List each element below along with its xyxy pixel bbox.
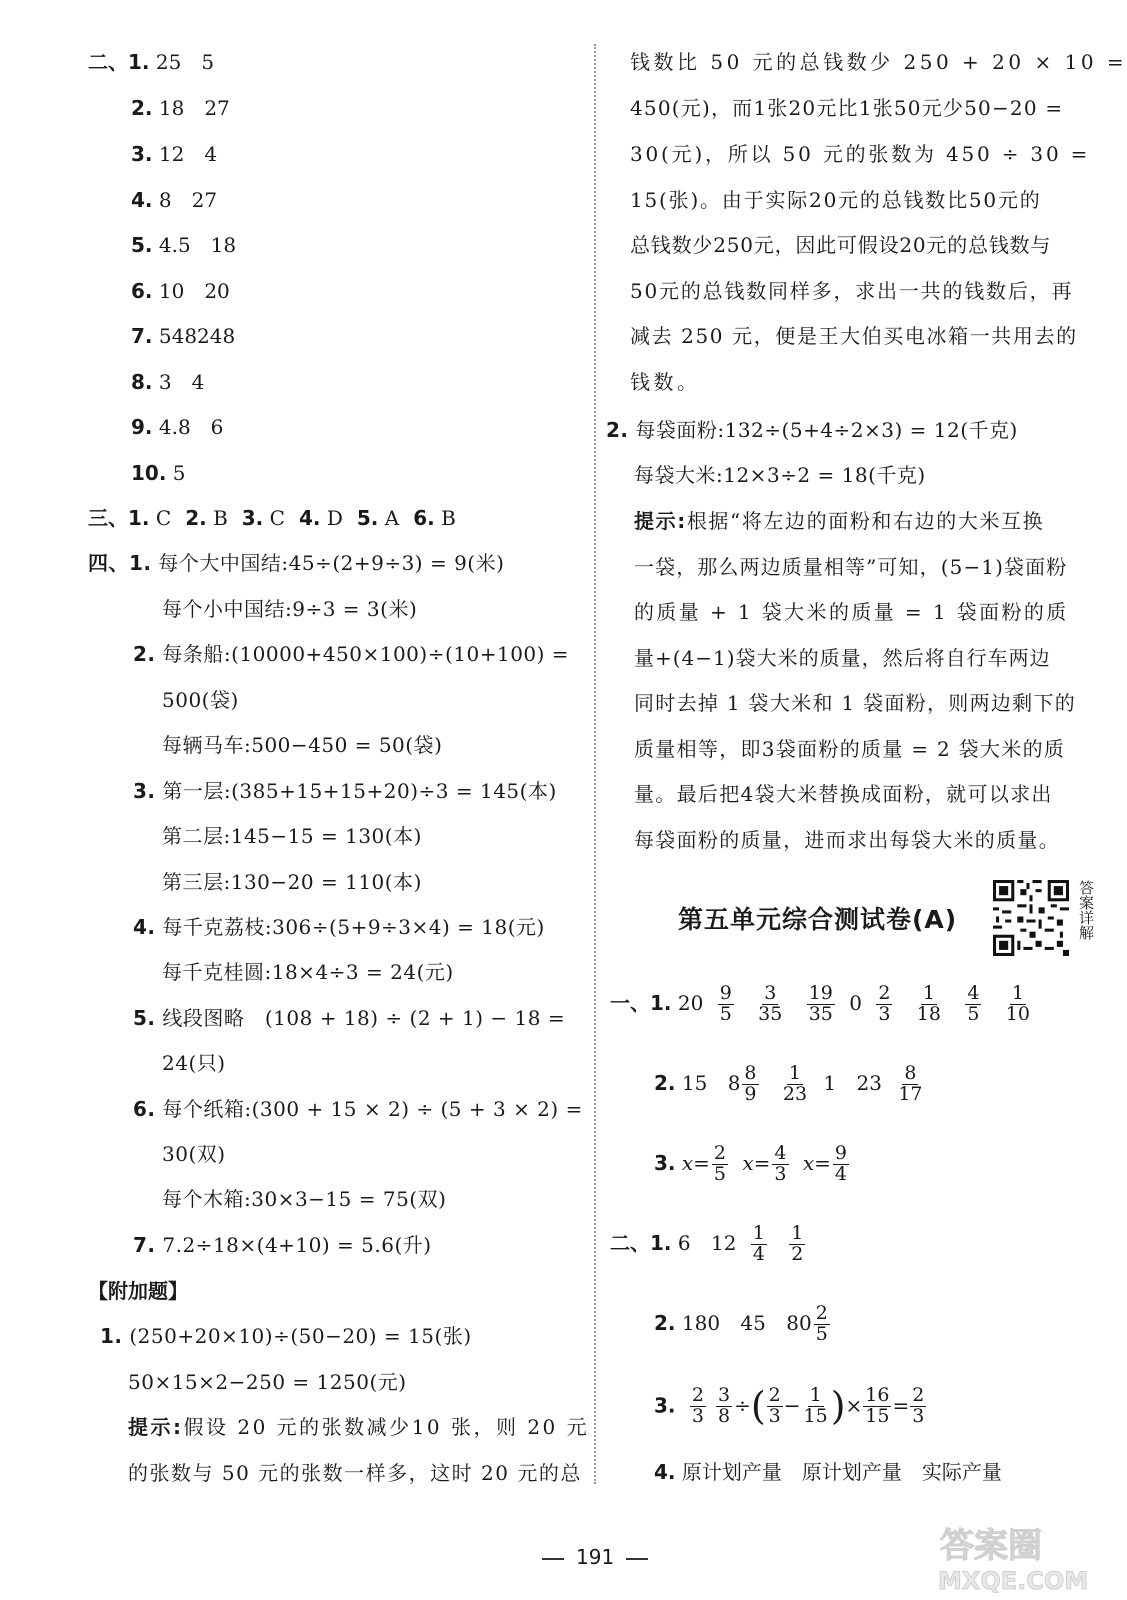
cont-line-8: 钱数。 [630, 370, 701, 394]
u5-s2-q2: 2. 180 45 80 $\frac{2}{5}$ [654, 1302, 828, 1345]
sec2-item-8: 8. 3 4 [131, 370, 205, 394]
q2-hint-line7: 量。最后把4袋大米替换成面粉，就可以求出 [634, 782, 1053, 806]
q2-hint-line1: 提示:根据“将左边的面粉和右边的大米互换 [634, 509, 1045, 533]
answer-text: 25 5 [155, 50, 215, 74]
watermark-logo [920, 1515, 1120, 1595]
fraction: $\frac{3}{8}$ [717, 1384, 731, 1428]
fraction: $\frac{1}{15}$ [803, 1384, 828, 1428]
cont-line-3: 30(元)，所以 50 元的张数为 450 ÷ 30 = [630, 142, 1091, 166]
cont-line-6: 50元的总钱数同样多，求出一共的钱数后，再 [630, 279, 1074, 303]
sec4-q3-line1: 3. 第一层:(385+15+15+20)÷3 = 145(本) [133, 779, 557, 803]
q2-hint-line8: 每袋面粉的质量，进而求出每袋大米的质量。 [634, 828, 1060, 852]
sec4-q2-line2: 500(袋) [162, 688, 239, 712]
hint-label: 提示: [634, 509, 687, 533]
sec4-q3-line2: 第二层:145−15 = 130(本) [162, 824, 422, 848]
sec3-answers: 三、1. C 2. B 3. C 4. D 5. A 6. B [88, 506, 456, 530]
fraction: $\frac{1}{23}$ [782, 1062, 808, 1105]
sec4-q1-line1: 四、1. 每个大中国结:45÷(2+9÷3) = 9(米) [88, 551, 505, 575]
fraction: $\frac{3}{35}$ [758, 982, 783, 1025]
fraction: $\frac{4}{5}$ [967, 982, 980, 1025]
sec4-q1-line2: 每个小中国结:9÷3 = 3(米) [162, 597, 418, 621]
sec4-q4-line2: 每千克桂圆:18×4÷3 = 24(元) [162, 960, 454, 984]
fraction: $\frac{8}{9}$ [744, 1062, 757, 1105]
q2-hint-line6: 质量相等，即3袋面粉的质量 = 2 袋大米的质 [634, 737, 1066, 761]
sec4-q5-line1: 5. 线段图略 (108 + 18) ÷ (2 + 1) − 18 = [133, 1006, 566, 1030]
cont-line-7: 减去 250 元，便是王大伯买电冰箱一共用去的 [630, 324, 1078, 348]
fraction: $\frac{1}{2}$ [791, 1222, 804, 1265]
extra-q1-line1: 1. (250+20×10)÷(50−20) = 15(张) [100, 1324, 472, 1348]
sec4-q7-line1: 7. 7.2÷18×(4+10) = 5.6(升) [133, 1233, 432, 1257]
fraction: $\frac{16}{15}$ [865, 1384, 890, 1428]
sec2-item-1: 二、1. 25 5 [88, 50, 215, 74]
u5-s2-q1: 二、1. 6 12 $\frac{1}{4}$ $\frac{1}{2}$ [610, 1222, 804, 1265]
sec2-item-3: 3. 12 4 [131, 142, 218, 166]
watermark-text-2: MXQE.COM [938, 1567, 1089, 1595]
sec2-item-2: 2. 18 27 [131, 96, 230, 120]
sec4-q4-line1: 4. 每千克荔枝:306÷(5+9÷3×4) = 18(元) [133, 915, 545, 939]
q2-hint-line3: 的质量 + 1 袋大米的质量 = 1 袋面粉的质 [634, 600, 1069, 624]
sec3-heading: 三、 [88, 506, 128, 530]
fraction: $\frac{19}{35}$ [808, 982, 833, 1025]
sec4-q5-line2: 24(只) [162, 1051, 226, 1075]
fraction: $\frac{4}{3}$ [774, 1142, 787, 1185]
q2-line1: 2. 每袋面粉:132÷(5+4÷2×3) = 12(千克) [606, 418, 1018, 442]
extra-hint-line2: 的张数与 50 元的张数一样多，这时 20 元的总 [128, 1461, 582, 1485]
sec2-item-9: 9. 4.8 6 [131, 415, 224, 439]
cont-line-1: 钱数比 50 元的总钱数少 250 + 20 × 10 = [630, 50, 1127, 74]
extra-hint-line1: 提示:假设 20 元的张数减少10 张，则 20 元 [128, 1415, 590, 1439]
watermark-text-1: 答案圈 [940, 1526, 1042, 1566]
q2-line2: 每袋大米:12×3÷2 = 18(千克) [634, 463, 926, 487]
u5-s2-q4: 4. 原计划产量 原计划产量 实际产量 [654, 1460, 1002, 1484]
fraction: $\frac{1}{4}$ [752, 1222, 765, 1265]
extra-heading: 【附加题】 [88, 1279, 188, 1303]
fraction: $\frac{2}{3}$ [912, 1384, 925, 1428]
page-number: 191 [530, 1545, 660, 1569]
u5-s1-q2: 2. 15 8 $\frac{8}{9}$ $\frac{1}{23}$ 1 23 $\frac{8}{17}$ [654, 1062, 923, 1105]
qr-code-icon[interactable] [993, 880, 1069, 956]
fraction: $\frac{1}{10}$ [1005, 982, 1030, 1025]
qr-label: 答案详解 [1077, 880, 1095, 940]
sec2-heading: 二、 [88, 50, 128, 74]
cont-line-2: 450(元)，而1张20元比1张50元少50−20 = [630, 96, 1064, 120]
fraction: $\frac{2}{5}$ [713, 1142, 727, 1185]
sec4-heading: 四、 [88, 551, 129, 575]
fraction: $\frac{2}{3}$ [878, 982, 891, 1025]
fraction: $\frac{9}{5}$ [719, 982, 732, 1025]
sec4-q6-line3: 每个木箱:30×3−15 = 75(双) [162, 1187, 447, 1211]
u5-s2-q3: 3. $\frac{2}{3}$ $\frac{3}{8}$ ÷( $\frac{2}{3}$ − $\frac{1}{15}$ )× $\frac{16}{15}$ = $\frac{2}{3}$ [654, 1384, 925, 1428]
sec4-q3-line3: 第三层:130−20 = 110(本) [162, 870, 422, 894]
sec4-q2-line1: 2. 每条船:(10000+450×100)÷(10+100) = [133, 642, 570, 666]
unit5-title: 第五单元综合测试卷(A) [678, 905, 958, 934]
sec2-item-4: 4. 8 27 [131, 188, 218, 212]
sec2-item-6: 6. 10 20 [131, 279, 230, 303]
sec4-q6-line2: 30(双) [162, 1142, 226, 1166]
q2-hint-line5: 同时去掉 1 袋大米和 1 袋面粉，则两边剩下的 [634, 691, 1077, 715]
hint-label: 提示: [128, 1415, 184, 1439]
u5-s1-q1: 一、1. 20 $\frac{9}{5}$ $\frac{3}{35}$ $\frac{19}{35}$ 0 $\frac{2}{3}$ $\frac{1}{18}$ $\frac{4}{5}$ $\frac{1}{10}$ [610, 982, 1030, 1025]
cont-line-5: 总钱数少250元，因此可假设20元的总钱数与 [630, 233, 1052, 257]
u5-s1-q3: 3. x= $\frac{2}{5}$ x= $\frac{4}{3}$ x= $\frac{9}{4}$ [654, 1142, 848, 1185]
column-divider [594, 44, 596, 1484]
fraction: $\frac{2}{3}$ [768, 1384, 781, 1428]
fraction: $\frac{2}{3}$ [691, 1384, 704, 1428]
q2-hint-line2: 一袋，那么两边质量相等”可知，(5−1)袋面粉 [634, 555, 1068, 579]
sec4-q6-line1: 6. 每个纸箱:(300 + 15 × 2) ÷ (5 + 3 × 2) = [133, 1097, 583, 1121]
sec2-item-10: 10. 5 [131, 461, 186, 485]
q2-hint-line4: 量+(4−1)袋大米的质量，然后将自行车两边 [634, 646, 1051, 670]
fraction: $\frac{1}{18}$ [916, 982, 941, 1025]
fraction: $\frac{8}{17}$ [898, 1062, 923, 1105]
sec2-item-7: 7. 548248 [131, 324, 236, 348]
fraction: $\frac{2}{5}$ [815, 1302, 828, 1345]
sec2-item-5: 5. 4.5 18 [131, 233, 237, 257]
extra-q1-line2: 50×15×2−250 = 1250(元) [128, 1370, 407, 1394]
cont-line-4: 15(张)。由于实际20元的总钱数比50元的 [630, 188, 1042, 212]
fraction: $\frac{9}{4}$ [834, 1142, 848, 1185]
sec4-q2-line3: 每辆马车:500−450 = 50(袋) [162, 733, 443, 757]
